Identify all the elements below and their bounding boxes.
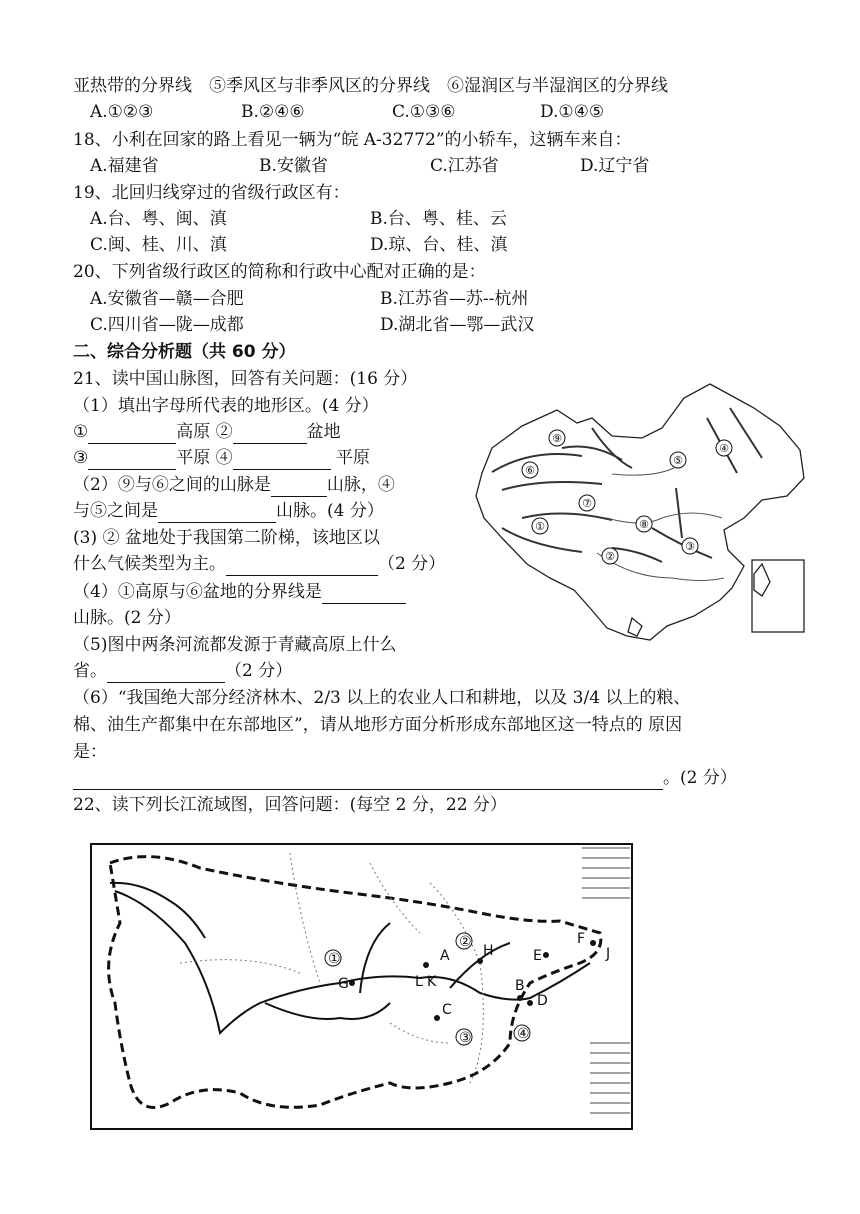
map2-label-c: C	[442, 1002, 452, 1018]
q18-option-a[interactable]: A.福建省	[90, 156, 159, 176]
q21-label: 平原	[330, 448, 371, 468]
q21-part2-row1	[73, 473, 395, 497]
q21-part6-row4	[73, 766, 737, 790]
q21-label: 山脉。(4 分）	[276, 501, 384, 521]
answer-blank-2[interactable]	[233, 425, 307, 444]
map-label-5: ⑤	[673, 454, 683, 467]
map-label-1: ①	[535, 520, 545, 533]
q19-option-c[interactable]: C.闽、桂、川、滇	[90, 235, 227, 255]
q19-stem: 19、北回归线穿过的省级行政区有：	[73, 183, 350, 203]
q21-part1: （1）填出字母所代表的地形区。(4 分）	[73, 396, 379, 416]
q21-part6-row3: 是：	[73, 742, 107, 762]
q20-option-c[interactable]: C.四川省—陇—成都	[90, 315, 244, 335]
q21-part3-row1: (3) ② 盆地处于我国第二阶梯，该地区以	[73, 528, 380, 548]
map-label-4: ④	[719, 442, 729, 455]
q19-option-d[interactable]: D.琼、台、桂、滇	[370, 235, 508, 255]
q21-label: 与⑤之间是	[73, 501, 158, 521]
map2-label-k: K	[427, 974, 437, 990]
map2-label-b: B	[515, 978, 525, 994]
map2-label-d: D	[537, 993, 548, 1009]
q20-stem: 20、下列省级行政区的简称和行政中心配对正确的是：	[73, 262, 486, 282]
answer-blank-4[interactable]	[233, 451, 331, 470]
map2-label-a: A	[440, 948, 450, 964]
map-label-6: ⑥	[525, 464, 535, 477]
q21-label: 盆地	[306, 422, 341, 442]
q21-part5-row2	[73, 659, 292, 683]
map2-label-j: J	[606, 946, 611, 962]
answer-blank-8[interactable]	[322, 585, 406, 604]
map2-label-2: ②	[459, 934, 472, 950]
q21-label: 省。	[73, 661, 107, 681]
q18-option-c[interactable]: C.江苏省	[430, 156, 499, 176]
answer-blank-5[interactable]	[271, 478, 327, 497]
yangtze-basin-map	[90, 843, 633, 1130]
q21-label: 高原 ②	[176, 422, 233, 442]
q17-option-a[interactable]: A.①②③	[90, 102, 154, 122]
answer-blank-1[interactable]	[88, 425, 176, 444]
q17-option-c[interactable]: C.①③⑥	[392, 102, 456, 122]
q21-label: （2 分）	[225, 661, 293, 681]
answer-blank-9[interactable]	[107, 664, 225, 683]
q21-part4-row1	[73, 580, 406, 604]
map2-label-f: F	[577, 931, 586, 947]
q18-option-d[interactable]: D.辽宁省	[580, 156, 650, 176]
q21-label: （4）①高原与⑥盆地的分界线是	[73, 582, 322, 602]
q17-option-d[interactable]: D.①④⑤	[540, 102, 605, 122]
q20-option-a[interactable]: A.安徽省—赣—合肥	[90, 289, 244, 309]
q20-option-d[interactable]: D.湖北省—鄂—武汉	[380, 315, 535, 335]
q21-stem: 21、读中国山脉图，回答有关问题：(16 分）	[73, 369, 418, 389]
map2-label-g: G	[338, 976, 349, 992]
q21-label: 平原 ④	[176, 448, 233, 468]
map-label-3: ③	[685, 540, 695, 553]
q22-stem: 22、读下列长江流域图，回答问题：(每空 2 分，22 分）	[73, 795, 507, 815]
q21-label: （2）⑨与⑥之间的山脉是	[73, 475, 271, 495]
q21-label: ①	[73, 422, 89, 442]
q17-continuation: 亚热带的分界线 ⑤季风区与非季风区的分界线 ⑥湿润区与半湿润区的分界线	[73, 76, 668, 96]
q21-label: （2 分）	[378, 554, 446, 574]
q21-part6-row2: 棉、油生产都集中在东部地区”，请从地形方面分析形成东部地区这一特点的 原因	[73, 715, 683, 735]
map2-label-e: E	[533, 948, 542, 964]
q21-part6-row1: （6）“我国绝大部分经济林木、2/3 以上的农业人口和耕地，以及 3/4 以上的粮、	[73, 688, 691, 708]
q17-option-b[interactable]: B.②④⑥	[241, 102, 305, 122]
china-mountain-map	[462, 378, 812, 660]
q21-part3-row2	[73, 552, 445, 576]
answer-blank-10[interactable]	[73, 771, 663, 790]
map2-label-3: ③	[459, 1030, 472, 1046]
map2-label-h: H	[483, 943, 494, 959]
map-label-9: ⑨	[552, 432, 562, 445]
answer-blank-6[interactable]	[158, 504, 276, 523]
q21-label: 山脉，④	[326, 475, 395, 495]
q20-option-b[interactable]: B.江苏省—苏--杭州	[380, 289, 529, 309]
q18-stem: 18、小利在回家的路上看见一辆为“皖 A-32772”的小轿车，这辆车来自：	[73, 130, 632, 150]
q21-part1-row2	[73, 446, 370, 470]
q18-option-b[interactable]: B.安徽省	[259, 156, 328, 176]
q21-part2-row2	[73, 499, 384, 523]
map-label-2: ②	[605, 550, 615, 563]
map2-label-4: ④	[517, 1026, 530, 1042]
answer-blank-7[interactable]	[226, 557, 378, 576]
map2-label-l: L	[415, 974, 423, 990]
q19-option-b[interactable]: B.台、粤、桂、云	[370, 209, 507, 229]
answer-blank-3[interactable]	[88, 451, 176, 470]
map2-label-1: ①	[328, 951, 341, 967]
q21-part1-row1	[73, 420, 341, 444]
q21-label: ③	[73, 448, 89, 468]
q21-part5-row1: （5)图中两条河流都发源于青藏高原上什么	[73, 635, 397, 655]
map-label-7: ⑦	[582, 497, 592, 510]
q19-option-a[interactable]: A.台、粤、闽、滇	[90, 209, 227, 229]
q21-part4-row2: 山脉。(2 分）	[73, 608, 181, 628]
q21-label: 。(2 分）	[663, 768, 737, 788]
map-label-8: ⑧	[639, 518, 649, 531]
q21-label: 什么气候类型为主。	[73, 554, 226, 574]
section-2-heading: 二、综合分析题（共 60 分）	[73, 342, 296, 362]
